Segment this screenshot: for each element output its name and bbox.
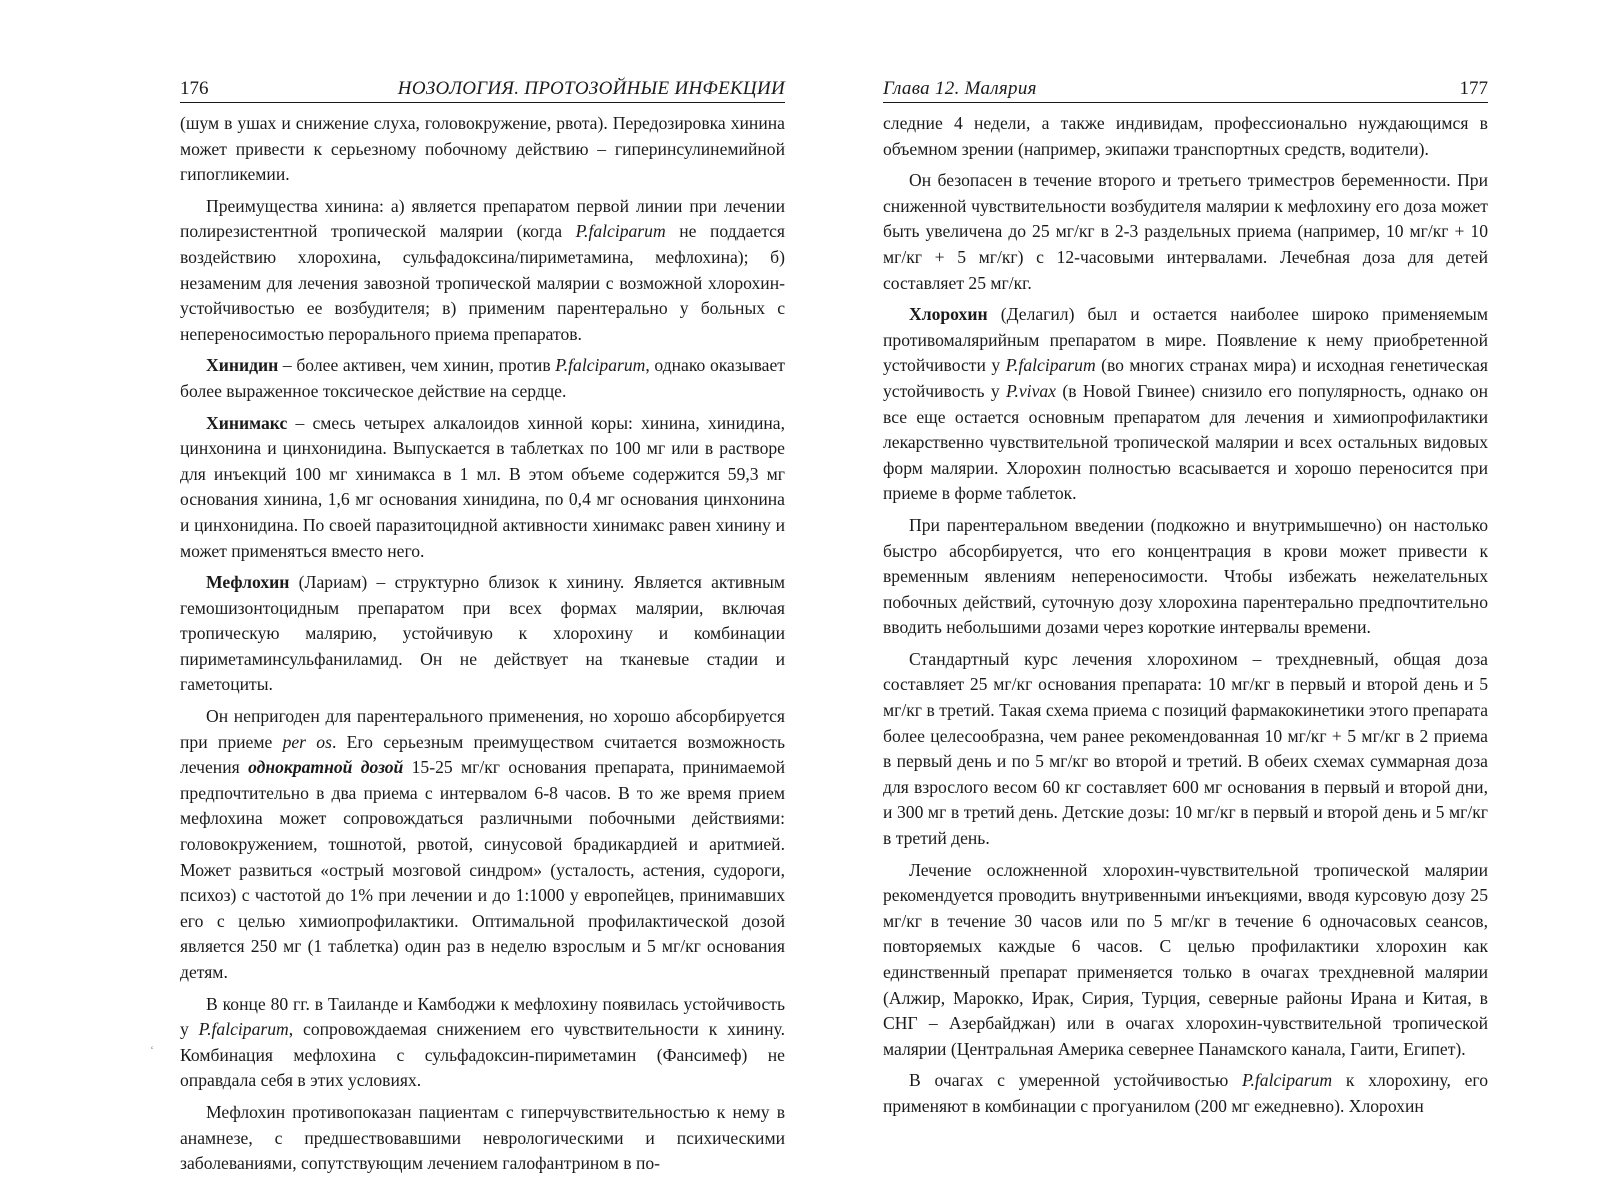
paragraph: Стандартный курс лечения хлорохином – трехдневный, общая доза составляет 25 мг/кг основания препарата: 10 мг/кг в первый и второй день и 5 мг/кг в третий. Такая схема приема с позиций фармакокинетики этого препарата более целесообразна, чем ранее рекомендованная 10 мг/кг + 5 мг/кг в 2 приема в первый день и по 5 мг/кг во второй и третий. В обеих схемах суммарная доза для взрослого весом 60 кг составляет 600 мг основания в первый и второй дни, и 300 мг в третий день. Детские дозы: 10 мг/кг в первый и второй день и 5 мг/кг в третий день. (883, 648, 1488, 849)
running-head (180, 78, 785, 103)
paragraph: Лечение осложненной хлорохин-чувствительной тропической малярии рекомендуется проводить внутривенными инъекциями, вводя курсовую дозу 25 мг/кг в течение 30 часов или по 5 мг/кг в течение 6 одночасовых сеансов, повторяемых каждые 6 часов. С целью профилактики хлорохин как единственный препарат применяется только в очагах трехдневной малярии (Алжир, Марокко, Ирак, Сирия, Турция, северные районы Ирана и Китая, в СНГ – Азербайджан) или в очагах хлорохин-чувствительной тропической малярии (Центральная Америка севернее Панамского канала, Гаити, Египет). (883, 859, 1488, 1059)
paragraph: Мефлохин (Лариам) – структурно близок к хинину. Является активным гемошизонтоцидным препаратом при всех формах малярии, включая тропическую малярию, устойчивую к хлорохину и комбинации пириметаминсульфаниламид. Он не действует на тканевые стадии и гаметоциты. (180, 572, 785, 695)
paragraph: (шум в ушах и снижение слуха, головокружение, рвота). Передозировка хинина может привести к серьезному побочному действию – гиперинсулинемийной гипогликемии. (180, 113, 785, 185)
paragraph: Хинимакс – смесь четырех алкалоидов хинной коры: хинина, хинидина, цинхонина и цинхонидина. Выпускается в таблетках по 100 мг или в растворе для инъекций 100 мг хинимакса в 1 мл. В этом объеме содержится 59,3 мг основания хинина, 1,6 мг основания хинидина, по 0,4 мг основания цинхонина и цинхонидина. По своей паразитоцидной активности хинимакс равен хинину и может применяться вместо него. (180, 412, 785, 561)
page-number: 177 (1459, 78, 1488, 99)
paragraph: Он безопасен в течение второго и третьего триместров беременности. При сниженной чувствительности возбудителя малярии к мефлохину его доза может быть увеличена до 25 мг/кг в 2-3 раздельных приема (например, 10 мг/кг + 10 мг/кг + 5 мг/кг) с 12-часовыми интервалами. Лечебная доза для детей составляет 25 мг/кг. (883, 170, 1488, 293)
term-heading: Хинидин (206, 355, 279, 376)
paragraph: Он непригоден для парентерального применения, но хорошо абсорбируется при приеме per os. Его серьезным преимуществом считается возможность лечения однократной дозой 15-25 мг/кг основания препарата, принимаемой предпочтительно в два приема с интервалом 6-8 часов. В то же время прием мефлохина может сопровождаться различными побочными действиями: головокружением, тошнотой, рвотой, синусовой брадикардией и аритмией. Может развиться «острый мозговой синдром» (усталость, астения, судороги, психоз) с частотой до 1% при лечении и до 1:1000 у европейцев, принимавших его с целью химиопрофилактики. Оптимальной профилактической дозой является 250 мг (1 таблетка) один раз в неделю взрослым и 5 мг/кг основания детям. (180, 706, 786, 982)
paragraph: При парентеральном введении (подкожно и внутримышечно) он настолько быстро абсорбируется, что его концентрация в крови может привести к временным явлениям непереносимости. Чтобы избежать нежелательных побочных действий, суточную дозу хлорохина парентерально предпочтительно вводить небольшими дозами через короткие интервалы времени. (883, 514, 1488, 638)
running-head (883, 78, 1488, 103)
term-heading: Хинимакс (206, 412, 288, 433)
page-number: 176 (180, 78, 209, 99)
paragraph: В конце 80 гг. в Таиланде и Камбоджи к мефлохину появилась устойчивость у P.falciparum, сопровождаемая снижением его чувствительности к хинину. Комбинация мефлохина с сульфадоксин-пириметамин (Фансимеф) не оправдала себя в этих условиях. (180, 993, 785, 1091)
paragraph: Хинидин – более активен, чем хинин, против P.falciparum, однако оказывает более выраженное токсическое действие на сердце. (180, 355, 785, 401)
paragraph: следние 4 недели, а также индивидам, профессионально нуждающимся в объемном зрении (например, экипажи транспортных средств, водители). (883, 113, 1488, 159)
left-page (180, 78, 786, 1174)
body-text (180, 111, 785, 1177)
paragraph: Мефлохин противопоказан пациентам с гиперчувствительностью к нему в анамнезе, с предшествовавшими неврологическими и психическими заболеваниями, сопутствующим лечением галофантрином в по- (180, 1101, 785, 1174)
right-page (883, 78, 1489, 1116)
body-text (883, 111, 1488, 1120)
term-heading: Мефлохин (206, 572, 290, 593)
paragraph: Хлорохин (Делагил) был и остается наиболее широко применяемым противомалярийным препаратом в мире. Появление к нему приобретенной устойчивости у P.falciparum (во многих странах мира) и исходная генетическая устойчивость у P.vivax (в Новой Гвинее) снизило его популярность, однако он все еще остается основным препаратом для лечения и химиопрофилактики лекарственно чувствительной тропической малярии и всех остальных видовых форм малярии. Хлорохин полностью всасывается и хорошо переносится при приеме в форме таблеток. (883, 304, 1489, 504)
running-title: НОЗОЛОГИЯ. ПРОТОЗОЙНЫЕ ИНФЕКЦИИ (397, 78, 785, 99)
margin-mark: ʻ (150, 1043, 154, 1057)
paragraph: Преимущества хинина: а) является препаратом первой линии при лечении полирезистентной тропической малярии (когда P.falciparum не поддается воздействию хлорохина, сульфадоксина/пириметамина, мефлохина); б) незаменим для лечения завозной тропической малярии с возможной хлорохин-устойчивостью ее возбудителя; в) применим парентерально у больных с непереносимостью перорального приема препаратов. (180, 195, 785, 344)
term-heading: Хлорохин (909, 304, 988, 325)
paragraph: В очагах с умеренной устойчивостью P.falciparum к хлорохину, его применяют в комбинации с прогуанилом (200 мг ежедневно). Хлорохин (883, 1070, 1489, 1116)
running-title: Глава 12. Малярия (883, 78, 1037, 99)
